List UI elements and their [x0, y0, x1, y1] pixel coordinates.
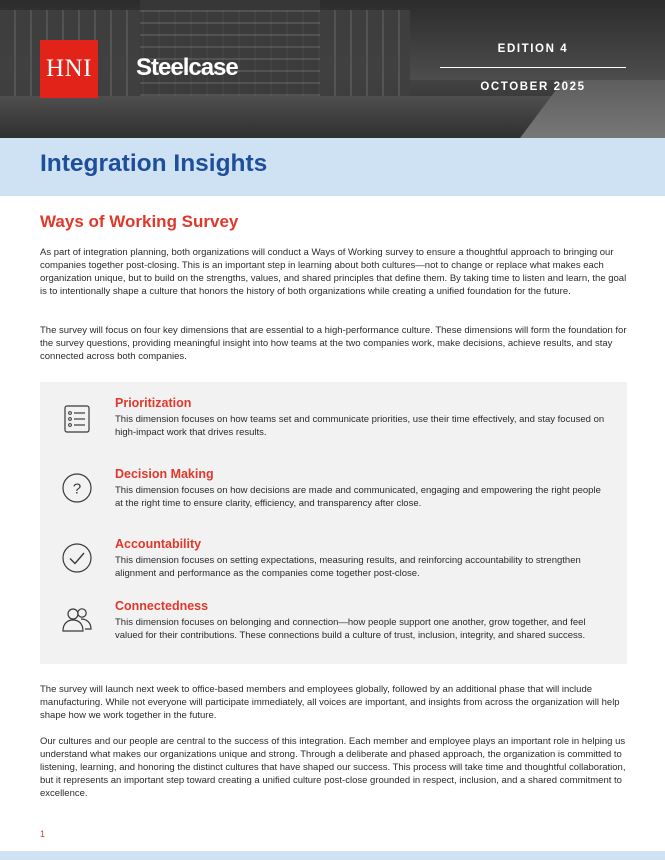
closing-paragraph: Our cultures and our people are central to the success of this integration. Each member and employee plays an important role in helping us understand what makes our organizations unique and strong. Through a deliberate and phased approach, the organization is committed to listening, learning, and honoring the distinct cultures that have shaped our success. This process will take time and thoughtful collaboration, but it represents an important step toward creating a unified culture post-close grounded in respect, inclusion, and a shared commitment to excellence. — [40, 736, 626, 800]
dimension-description: This dimension focuses on how teams set and communicate priorities, use their time effectively, and stay focused on high-impact work that drives results. — [115, 414, 605, 439]
question-circle-icon — [60, 471, 94, 505]
dimensions-panel — [40, 382, 627, 664]
page-number: 1 — [40, 829, 46, 839]
dimensions-intro-paragraph: The survey will focus on four key dimensions that are essential to a high-performance culture. These dimensions will form the foundation for the survey questions, providing meaningful insight into how teams at the two companies work, make decisions, achieve results, and stay connected across both companies. — [40, 325, 627, 363]
checklist-icon — [60, 402, 94, 436]
edition-divider — [440, 67, 626, 68]
svg-text:?: ? — [72, 480, 82, 498]
dimension-description: This dimension focuses on setting expectations, measuring results, and reinforcing accountability to strengthen alignment and performance as the companies come together post-close. — [115, 555, 581, 580]
steelcase-logo: Steelcase — [136, 54, 238, 81]
newsletter-title: Integration Insights — [40, 150, 268, 177]
title-band — [0, 138, 665, 196]
dimension-description: This dimension focuses on how decisions are made and communicated, engaging and empowering the right people at the right time to ensure clarity, efficiency, and transparency after close. — [115, 485, 601, 510]
issue-date: OCTOBER 2025 — [480, 81, 586, 93]
dimension-title: Prioritization — [115, 396, 192, 410]
dimension-description: This dimension focuses on belonging and connection—how people support one another, grow together, and feel valued for their contributions. These connections build a culture of trust, inclusion, integrity, and shared success. — [115, 617, 586, 642]
dimension-title: Connectedness — [115, 599, 209, 613]
header-photo-banner — [0, 0, 665, 138]
hni-logo-text: HNI — [46, 55, 92, 82]
people-icon — [60, 603, 94, 637]
intro-paragraph: As part of integration planning, both organizations will conduct a Ways of Working survey to ensure a thoughtful approach to bringing our companies together post-closing. This is an important step in learning about both cultures—not to change or replace what makes each organization unique, but to build on the strengths, values, and shared principles that define them. By taking time to listen and learn, the goal is to intentionally shape a culture that honors the history of both organizations while creating a unified foundation for the future. — [40, 247, 627, 298]
dimension-title: Accountability — [115, 537, 202, 551]
section-title: Ways of Working Survey — [40, 212, 239, 231]
check-circle-icon — [60, 541, 94, 575]
hni-logo — [40, 40, 98, 98]
edition-label: EDITION 4 — [497, 43, 569, 55]
dimension-title: Decision Making — [115, 467, 214, 481]
launch-paragraph: The survey will launch next week to office-based members and employees globally, followed by an additional phase that will include manufacturing. While not everyone will participate immediately, all voices are important, and insights from across the organization will help shape how we work together in the future. — [40, 684, 620, 722]
footer-bar — [0, 851, 665, 860]
